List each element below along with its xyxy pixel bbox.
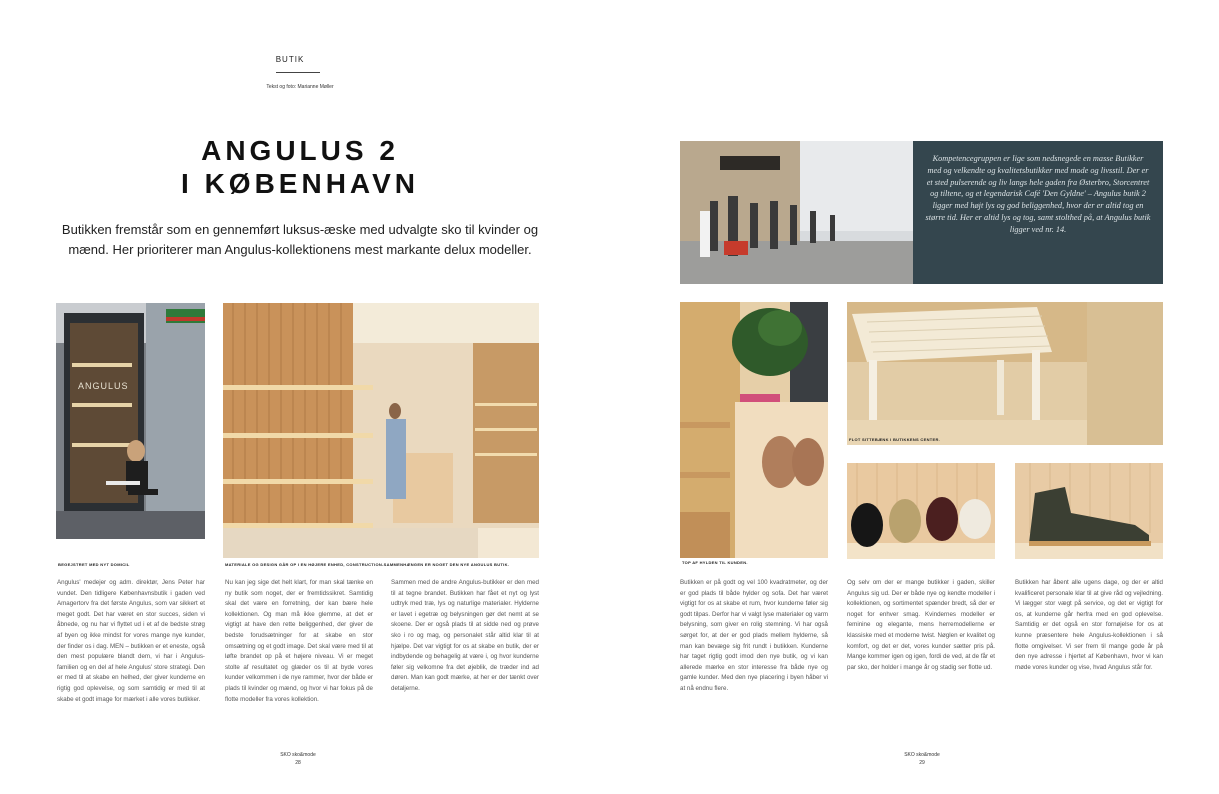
author-credit: Tekst og foto: Marianne Møller	[266, 84, 334, 90]
body-column-4: Butikken er på godt og vel 100 kvadratmeter, og der er god plads til både hylder og sofa. Det har været vigtigt for os at skabe et rum, hvor kunderne føler sig godt tilpas. Derfor har vi valgt lyse materialer og varm belysning, som giver en rolig stemning. Vi har også sørget for, at der er god plads mellem hylderne, så man kan bevæge sig frit rundt i butikken. Kunderne har taget rigtig godt imod den nye butik, og vi kan allerede mærke en stor interesse fra både nye og gamle kunder. Med den nye placering i byen håber vi at nå endnu flere.	[680, 579, 828, 692]
body-column-1: Angulus' medejer og adm. direktør, Jens Peter har vundet. Den tidligere Københavnsbutik i gaden ved Amagertorv fra det første Angulus, som var sikkert et meget godt. Det har været en stor succes, siden vi åbnede, og nu har vi flyttet ud i et af de bedste strøg af byen og ikke mindst for vores mange nye kunder, der finder os i dag. MEN – butikken er et eneste, også den mest populære blandt dem, vi har i Angulus-familien og en del af hele Angulus' store strategi. Den er med til at skabe en helhed, der giver kunderne en rigtig god oplevelse, og som samtidig er med til at skabe et godt image for mærket i alle vores butikker.	[57, 579, 205, 703]
sandals-photo	[847, 463, 995, 559]
caption-bench: FLOT SITTEBÆNK I BUTIKKENS CENTER.	[849, 437, 941, 442]
section-rule	[276, 72, 320, 73]
section-label: BUTIK	[275, 55, 305, 64]
folio-brand-right: SKO sko&mode	[904, 752, 940, 758]
page-number-left: 28	[295, 760, 301, 766]
caption-storefront: BEGEJSTRET MED NYT DOMICIL	[58, 562, 130, 567]
body-column-5: Og selv om der er mange butikker i gaden, skiller Angulus sig ud. Der er både nye og kendte modeller i kollektionen, og sortimentet spænder bredt, så der er noget for enhver smag. Kvindernes modeller er feminine og elegante, mens herremodellerne er klassiske med et moderne twist. Nøglen er kvalitet og komfort, og det er det, vores kunder sætter pris på. Mange kommer igen og igen, fordi de ved, at de får et par sko, der holder i mange år og stadig ser flotte ud.	[847, 579, 995, 671]
display-photo	[680, 302, 828, 558]
street-photo	[680, 141, 913, 284]
body-column-6: Butikken har åbent alle ugens dage, og der er altid kvalificeret personale klar til at give råd og vejledning. Vi lægger stor vægt på service, og det er vigtigt for os, at kunderne går herfra med en god oplevelse. Samtidig er det også en stor fornøjelse for os at kunne præsentere hele Angulus-kollektionen i så flotte omgivelser. Vi ser frem til mange gode år på den nye adresse i hjertet af København, hvor vi kan møde vores kunder og vise, hvad Angulus står for.	[1015, 579, 1163, 671]
intro-text: Butikken fremstår som en gennemført luksus-æske med udvalgte sko til kvinder og mænd. Her prioriterer man Angulus-kollektionens mest markante delux modeller.	[61, 222, 539, 257]
caption-interior: MATERIALE OG DESIGN GÅR OP I EN HØJERE ENHED, CONSTRUCTION-SAMMENHÆNGEN ER NOGET DEN NYE ANGULUS BUTIK.	[225, 562, 510, 567]
store-sign-text: ANGULUS	[78, 381, 129, 391]
headline-line-1: ANGULUS 2	[201, 135, 399, 166]
boot-photo	[1015, 463, 1163, 559]
bench-photo	[847, 302, 1163, 445]
page-number-right: 29	[919, 760, 925, 766]
folio-brand-left: SKO sko&mode	[280, 752, 316, 758]
body-column-2: Nu kan jeg sige det helt klart, for man skal tænke en ny butik som noget, der er fremtidssikret. Samtidig skal det være en forretning, der kan bære hele kollektionen. Og man må ikke glemme, at det er vigtigt at have den rette beliggenhed, der giver de bedste forudsætninger for at skabe en stor omsætning og et godt image. Det skal være med til at løfte brandet op på et højere niveau. Vi er meget stolte af resultatet og glæder os til at byde vores kunder velkommen i de nye rammer, hvor der både er plads til kvinder og mænd, og hvor vi har fokus på de flotte modeller fra vores kollektion.	[225, 579, 373, 703]
body-column-3: Sammen med de andre Angulus-butikker er den med til at tegne brandet. Butikken har fået et nyt og lyst udtryk med træ, lys og naturlige materialer. Hylderne er lavet i egetræ og belysningen gør det nemt at se skoene. Der er også plads til at sidde ned og prøve sko i ro og mag, og personalet står altid klar til at hjælpe. Det var vigtigt for os at skabe en butik, der er indbydende og behagelig at være i, og hvor kunderne føler sig velkomne fra det øjeblik, de træder ind ad døren. Man kan godt mærke, at her er der tænkt over detaljerne.	[391, 579, 539, 692]
interior-photo	[223, 303, 539, 558]
pullquote-text: Kompetencegruppen er lige som nedsnegede en masse Butikker med og velkendte og kvalitetsbutikker med mode og livsstil. Der er et sted pulserende og liv langs hele gaden fra Østerbro, Storcentret og tiltene, og et legendarisk Café 'Den Gyldne' – Angulus butik 2 ligger med højt lys og god beliggenhed, hvor der er altid tog en større tid. Her er altid lys og tog, samt stolthed på, at Angulus butik ligger ved nr. 14.	[925, 154, 1151, 234]
storefront-photo	[56, 303, 205, 539]
caption-display: TOP AF HYLDEN TIL KUNDEN.	[682, 560, 748, 565]
headline-line-2: I KØBENHAVN	[181, 168, 419, 199]
pullquote-box	[913, 141, 1163, 284]
